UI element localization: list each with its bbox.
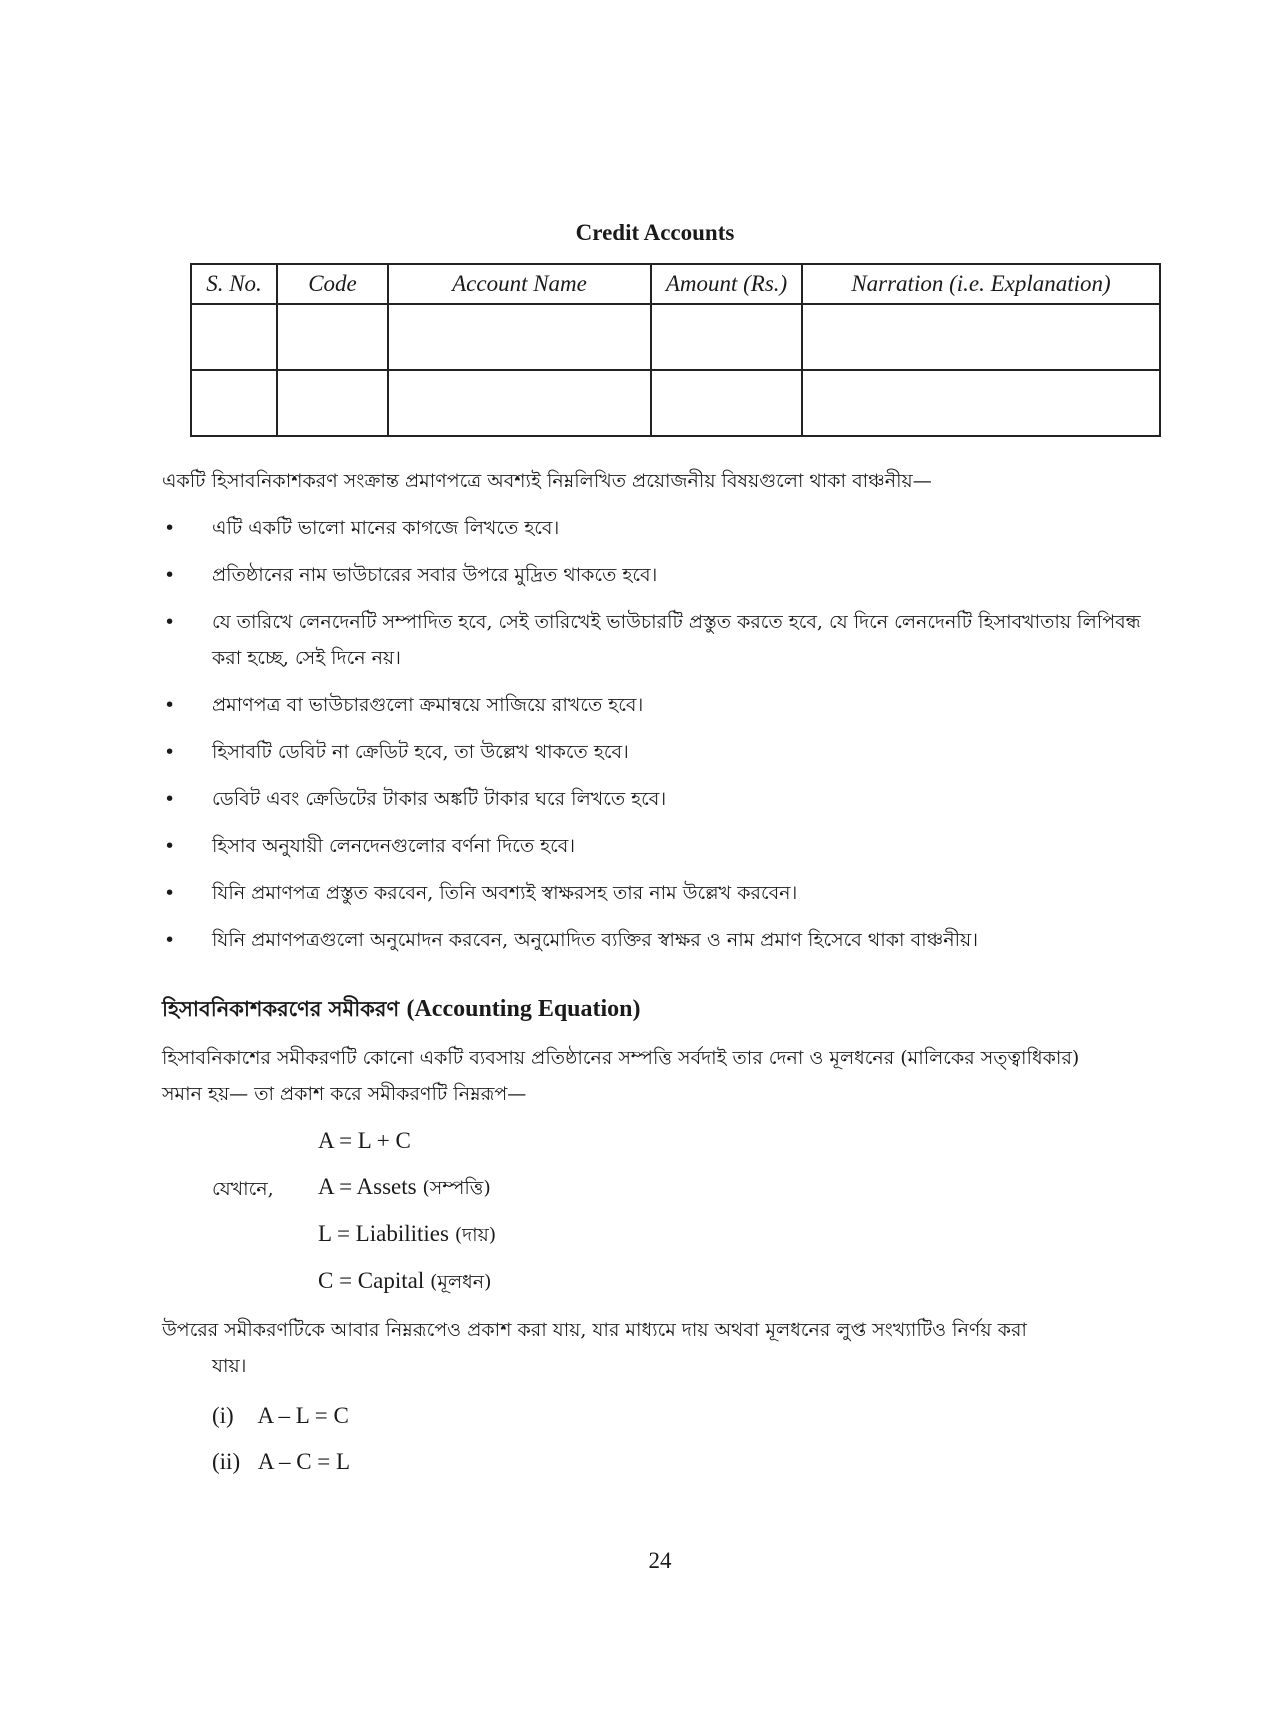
- table-cell: [651, 370, 802, 436]
- credit-accounts-table: [190, 263, 1161, 437]
- heading-bengali: হিসাবনিকাশকরণের সমীকরণ: [162, 996, 400, 1021]
- header-narration: Narration (i.e. Explanation): [802, 264, 1160, 304]
- description-line: সমান হয়— তা প্রকাশ করে সমীকরণটি নিম্নরূপ—: [162, 1083, 527, 1105]
- table-cell: [802, 370, 1160, 436]
- definition-term: L = Liabilities: [318, 1221, 449, 1246]
- list-item: • যে তারিখে লেনদেনটি সম্পাদিত হবে, সেই তারিখেই ভাউচারটি প্রস্তুত করতে হবে, যে দিনে লেনদেনটি হিসাবখাতায় লিপিবন্ধ করা হচ্ছে, সেই দিনে নয়।: [162, 604, 1162, 676]
- list-item: • যিনি প্রমাণপত্র প্রস্তুত করবেন, তিনি অবশ্যই স্বাক্ষরসহ তার নাম উল্লেখ করবেন।: [162, 875, 1162, 911]
- alternate-line: উপরের সমীকরণটিকে আবার নিম্নরূপেও প্রকাশ করা যায়, যার মাধ্যমে দায় অথবা মূলধনের লুপ্ত সংখ্যাটিও নির্ণয় করা: [162, 1319, 1027, 1341]
- list-item: • ডেবিট এবং ক্রেডিটের টাকার অঙ্কটি টাকার ঘরে লিখতে হবে।: [162, 781, 1162, 817]
- where-label: যেখানে,: [212, 1178, 274, 1200]
- main-equation: A = L + C: [318, 1128, 411, 1153]
- form-i: [212, 1403, 349, 1429]
- form-equation: A – L = C: [257, 1403, 349, 1428]
- list-item: • হিসাবটি ডেবিট না ক্রেডিট হবে, তা উল্লেখ থাকতে হবে।: [162, 734, 1162, 770]
- list-item: • যিনি প্রমাণপত্রগুলো অনুমোদন করবেন, অনুমোদিত ব্যক্তির স্বাক্ষর ও নাম প্রমাণ হিসেবে থাকা বাঞ্চনীয়।: [162, 922, 1162, 958]
- form-number: (i): [212, 1403, 234, 1428]
- definition-term: C = Capital: [318, 1268, 425, 1293]
- list-item: • প্রমাণপত্র বা ভাউচারগুলো ক্রমান্বয়ে সাজিয়ে রাখতে হবে।: [162, 687, 1162, 723]
- header-code: Code: [277, 264, 388, 304]
- table-header-row: [191, 264, 1160, 304]
- list-item: • হিসাব অনুযায়ী লেনদেনগুলোর বর্ণনা দিতে হবে।: [162, 828, 1162, 864]
- table-title: Credit Accounts: [575, 220, 735, 245]
- header-account-name: Account Name: [388, 264, 651, 304]
- description-line: হিসাবনিকাশের সমীকরণটি কোনো একটি ব্যবসায় প্রতিষ্ঠানের সম্পত্তি সর্বদাই তার দেনা ও মূলধনের (মালিকের সত্ত্বাধিকার): [162, 1047, 1080, 1069]
- table-row: [191, 370, 1160, 436]
- table-cell: [191, 304, 277, 370]
- list-item: • প্রতিষ্ঠানের নাম ভাউচারের সবার উপরে মুদ্রিত থাকতে হবে।: [162, 557, 1162, 593]
- form-equation: A – C = L: [257, 1449, 351, 1474]
- intro-paragraph: একটি হিসাবনিকাশকরণ সংক্রান্ত প্রমাণপত্রে অবশ্যই নিম্নলিখিত প্রয়োজনীয় বিষয়গুলো থাকা বাঞ্চনীয়—: [162, 470, 932, 492]
- definition-assets: [318, 1174, 491, 1206]
- page-number: 24: [648, 1548, 672, 1573]
- definition-bengali: (দায়): [454, 1224, 497, 1246]
- table-cell: [651, 304, 802, 370]
- table-cell: [388, 304, 651, 370]
- requirements-list: [162, 510, 1162, 969]
- table-cell: [191, 370, 277, 436]
- definition-bengali: (মূলধন): [430, 1271, 492, 1293]
- header-amount: Amount (Rs.): [651, 264, 802, 304]
- definition-capital: [318, 1268, 492, 1300]
- header-sno: S. No.: [191, 264, 277, 304]
- definition-liabilities: [318, 1221, 496, 1253]
- alternate-line: যায়।: [212, 1355, 247, 1377]
- table-cell: [277, 304, 388, 370]
- section-heading: [162, 993, 641, 1028]
- definition-bengali: (সম্পত্তি): [422, 1177, 491, 1199]
- alternate-form-paragraph: [162, 1312, 1162, 1384]
- heading-english: (Accounting Equation): [406, 996, 641, 1022]
- table-cell: [277, 370, 388, 436]
- form-ii: [212, 1449, 350, 1475]
- form-number: (ii): [212, 1449, 241, 1474]
- table-row: [191, 304, 1160, 370]
- table-cell: [802, 304, 1160, 370]
- equation-description: [162, 1040, 1162, 1112]
- table-cell: [388, 370, 651, 436]
- list-item: • এটি একটি ভালো মানের কাগজে লিখতে হবে।: [162, 510, 1162, 546]
- definition-term: A = Assets: [318, 1174, 417, 1199]
